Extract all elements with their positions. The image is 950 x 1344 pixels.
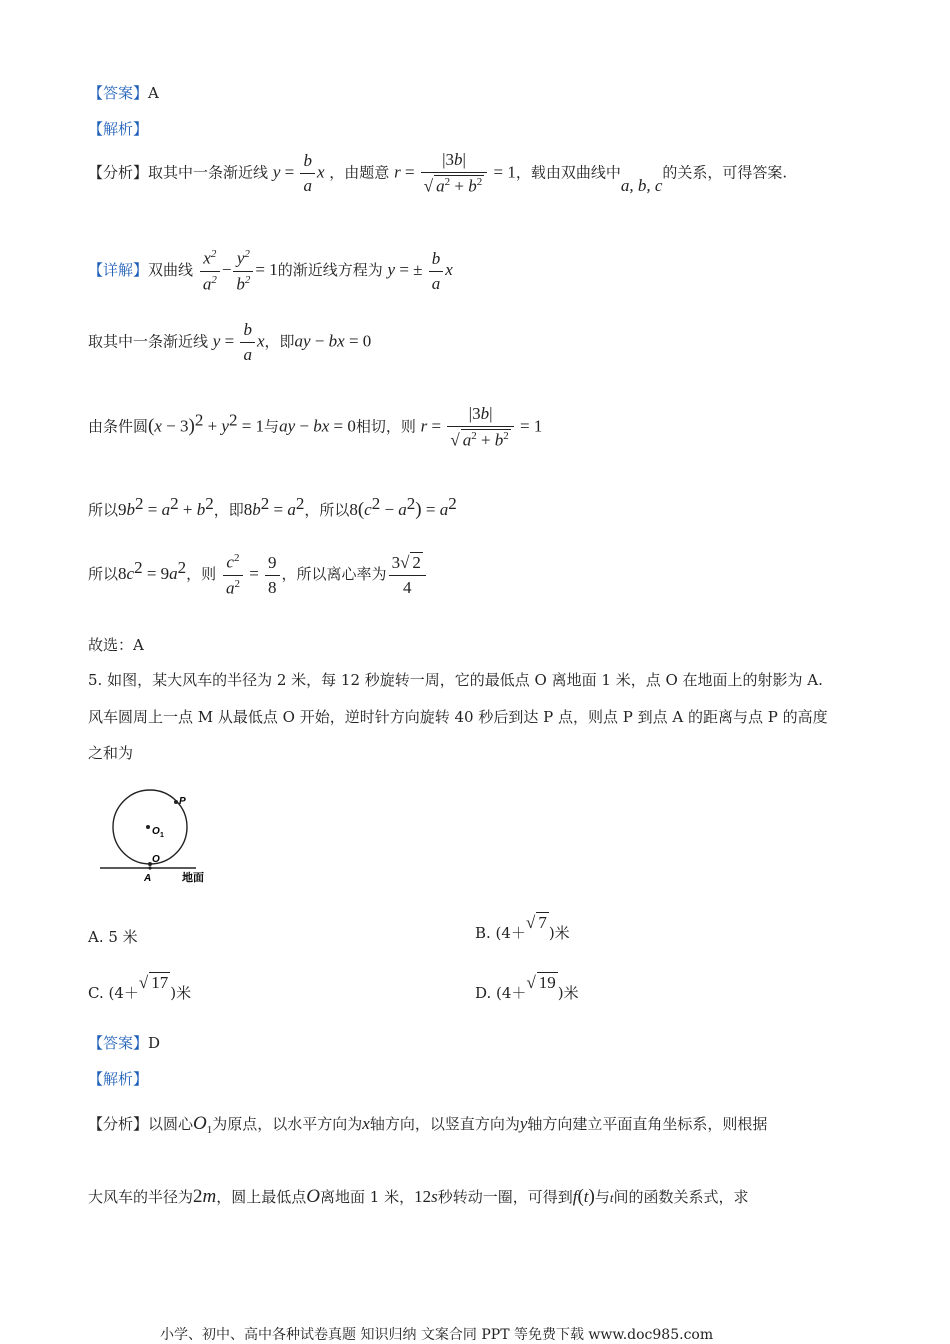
option-a[interactable]: A. 5 米	[88, 928, 138, 946]
option-c[interactable]: C. (4＋√ 17)米	[88, 973, 192, 1002]
label-o1-sub: 1	[160, 832, 164, 839]
point-a	[148, 866, 151, 869]
point-p	[174, 800, 178, 804]
analysis-tag-2: 【解析】	[88, 1070, 149, 1088]
answer-value-2: D	[148, 1034, 161, 1052]
center-point	[146, 825, 150, 829]
step-line-2: 由条件圆$(x - 3)^2 + y^2 = 1$与ay − bx = 0相切，则 r = $\frac{|3b|}{√ a^2 + b^2}$ = 1	[88, 404, 543, 450]
option-d[interactable]: D. (4＋√ 19)米	[475, 973, 579, 1002]
question-5-line-3: 之和为	[88, 744, 134, 762]
question-5-line-2: 风车圆周上一点 M 从最低点 O 开始，逆时针方向旋转 40 秒后到达 P 点，则点 P 到点 A 的距离与点 P 的高度	[88, 708, 828, 726]
answer-tag: 【答案】	[88, 84, 149, 102]
page-footer: 小学、初中、高中各种试卷真题 知识归纳 文案合同 PPT 等免费下载 www.doc985.com	[160, 1327, 714, 1343]
fenxi-line-3: 大风车的半径为2m，圆上最低点O离地面 1 米，12s秒转动一圈，可得到f(t)与t间的函数关系式，求	[88, 1186, 749, 1207]
label-p: P	[179, 796, 186, 807]
xiangjie-line: 【详解】双曲线 $\frac{x^2}{a^2}$ − $\frac{y^2}{b^2}$ = 1的渐近线方程为 y = ± $\frac{b}{a}$ x	[88, 248, 453, 294]
analysis-tag-1: 【解析】	[88, 120, 149, 138]
answer-value: A	[148, 84, 159, 102]
question-5-line-1: 5. 如图，某大风车的半径为 2 米，每 12 秒旋转一周，它的最低点 O 离地面 1 米，点 O 在地面上的射影为 A.	[88, 671, 823, 689]
fenxi-tag-2: 【分析】	[88, 1115, 149, 1133]
option-b[interactable]: B. (4＋√ 7)米	[475, 913, 570, 942]
fenxi-line-2: 【分析】以圆心$O_1$为原点，以水平方向为x轴方向，以竖直方向为y轴方向建立平面直角坐标系，则根据	[88, 1113, 768, 1136]
label-ground: 地面	[182, 872, 204, 884]
label-o: O	[152, 854, 160, 865]
label-a: A	[144, 873, 152, 884]
choice-line: 故选：A	[88, 636, 144, 654]
step-line-4: 所以$8c^2 = 9a^2$，则 $\frac{c^2}{a^2}$ = $\frac{9}{8}$ ，所以离心率为 $\frac{3√ 2}{4}$	[88, 552, 428, 598]
fenxi-tag: 【分析】	[88, 163, 149, 182]
answer-line-2	[88, 1032, 160, 1053]
step-line-3: 所以$9b^2 = a^2 + b^2$，即$8b^2 = a^2$，所以$8(c^2 - a^2) = a^2$	[88, 494, 457, 520]
windmill-figure	[96, 780, 226, 890]
answer-tag-2: 【答案】	[88, 1034, 149, 1052]
xiangjie-tag: 【详解】	[88, 261, 149, 280]
label-o1: O	[152, 826, 160, 837]
fenxi-line-1: 【分析】取其中一条渐近线 y = $\frac{b}{a}$ x ，由题意 r = $\frac{|3b|}{√ a^2 + b^2}$ = 1，载由双曲线中a, b, c的关系，可得答案.	[88, 150, 788, 196]
answer-line-1	[88, 82, 159, 103]
step-line-1: 取其中一条渐近线 y = $\frac{b}{a}$ x，即ay − bx = 0	[88, 320, 372, 364]
